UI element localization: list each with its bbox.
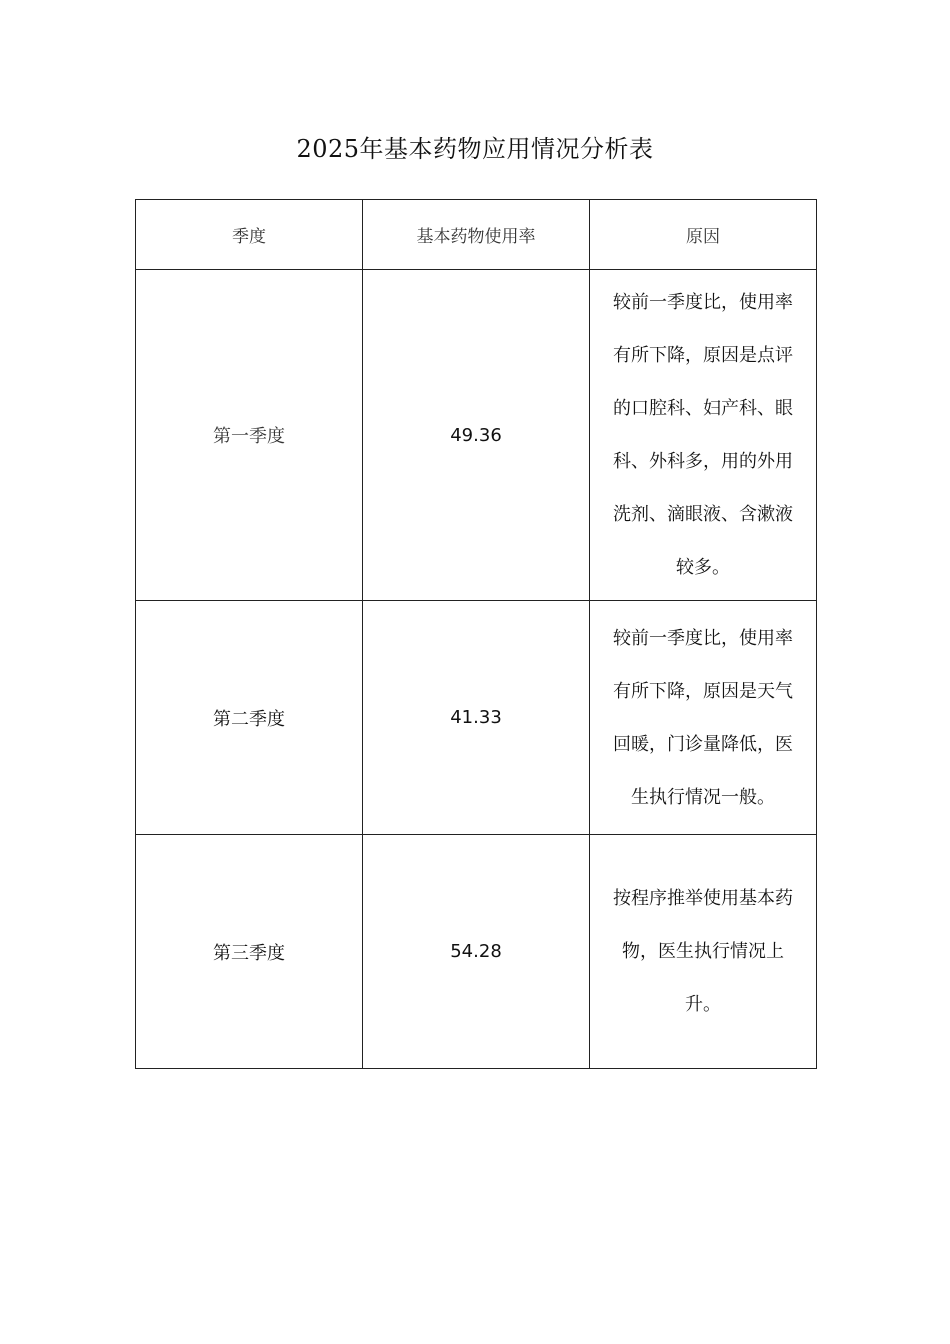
table-row <box>136 270 817 601</box>
quarter-cell: 第二季度 <box>136 601 363 835</box>
usage-rate-cell: 49.36 <box>363 270 590 601</box>
page-title: 2025年基本药物应用情况分析表 <box>296 135 654 163</box>
analysis-table <box>135 199 817 1069</box>
usage-rate-cell: 41.33 <box>363 601 590 835</box>
header-usage-rate: 基本药物使用率 <box>363 200 590 270</box>
quarter-cell: 第一季度 <box>136 270 363 601</box>
table-row <box>136 601 817 835</box>
table-header-row <box>136 200 817 270</box>
reason-cell: 较前一季度比，使用率有所下降，原因是天气回暖，门诊量降低，医生执行情况一般。 <box>590 601 817 835</box>
table-row <box>136 835 817 1069</box>
reason-cell: 较前一季度比，使用率有所下降，原因是点评的口腔科、妇产科、眼科、外科多，用的外用洗剂、滴眼液、含漱液较多。 <box>590 270 817 601</box>
usage-rate-cell: 54.28 <box>363 835 590 1069</box>
header-reason: 原因 <box>590 200 817 270</box>
header-quarter: 季度 <box>136 200 363 270</box>
reason-cell: 按程序推举使用基本药物，医生执行情况上升。 <box>590 835 817 1069</box>
quarter-cell: 第三季度 <box>136 835 363 1069</box>
